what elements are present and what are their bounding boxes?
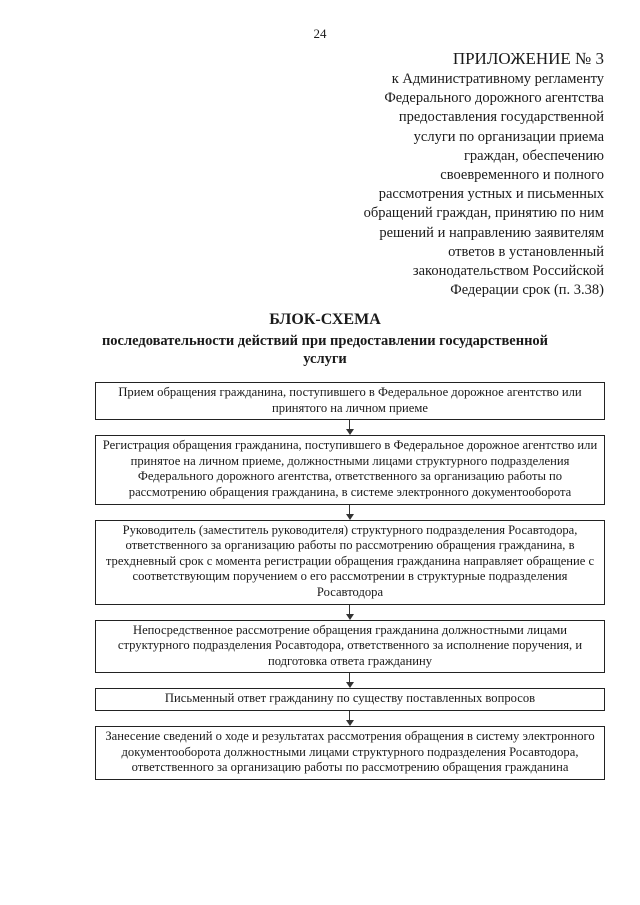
appendix-line: своевременного и полного	[440, 167, 604, 184]
appendix-line: ответов в установленный	[448, 243, 604, 260]
appendix-line: граждан, обеспечению	[463, 147, 604, 164]
appendix-line: Федерации срок (п. 3.38)	[450, 282, 604, 299]
arrow-down-icon	[95, 673, 605, 688]
flow-step-registration: Регистрация обращения гражданина, поступившего в Федеральное дорожное агентство или принятое на личном приеме, должностными лицами структурного подразделения Федерального дорожного агентства, ответственного за организацию работы по рассмотрению обращения гражданина, в системе электронного документооборота	[95, 435, 605, 504]
appendix-line: к Административному регламенту	[391, 71, 604, 87]
scheme-title: БЛОК-СХЕМА	[269, 311, 381, 328]
scheme-heading	[90, 310, 560, 368]
flow-step-reception: Прием обращения гражданина, поступившего в Федеральное дорожное агентство или принятого на личном приеме	[95, 382, 605, 420]
arrow-down-icon	[95, 505, 605, 520]
appendix-line: Федерального дорожного агентства	[384, 90, 604, 107]
flow-step-review: Непосредственное рассмотрение обращения гражданина должностными лицами структурного подразделения Росавтодора, ответственного за исполнение поручения, и подготовка ответа гражданину	[95, 620, 605, 674]
flowchart	[95, 382, 605, 780]
appendix-line: законодательством Российской	[412, 263, 604, 280]
appendix-line: услуги по организации приема	[413, 128, 604, 145]
scheme-subtitle: последовательности действий при предоставлении государственной услуги	[101, 333, 549, 367]
page-number: 24	[313, 26, 327, 41]
arrow-down-icon	[95, 711, 605, 726]
appendix-line: решений и направлению заявителям	[379, 224, 604, 241]
appendix-header	[334, 48, 604, 300]
appendix-line: обращений граждан, принятию по ним	[363, 205, 604, 222]
arrow-down-icon	[95, 605, 605, 620]
flow-step-record-entry: Занесение сведений о ходе и результатах рассмотрения обращения в систему электронного документооборота должностными лицами структурного подразделения Росавтодора, ответственного за организацию работы по рассмотрению обращения гражданина	[95, 726, 605, 780]
flow-step-assignment: Руководитель (заместитель руководителя) структурного подразделения Росавтодора, ответственного за организацию работы по рассмотрению обращения гражданина, в трехдневный срок с момента регистрации обращения гражданина направляет обращение с соответствующим поручением о его рассмотрении в структурные подразделения Росавтодора	[95, 520, 605, 605]
appendix-title: ПРИЛОЖЕНИЕ № 3	[452, 49, 604, 68]
appendix-line: предоставления государственной	[398, 109, 604, 126]
appendix-line: рассмотрения устных и письменных	[378, 186, 604, 203]
appendix-description	[334, 70, 604, 300]
flow-step-written-answer: Письменный ответ гражданину по существу поставленных вопросов	[95, 688, 605, 711]
arrow-down-icon	[95, 420, 605, 435]
